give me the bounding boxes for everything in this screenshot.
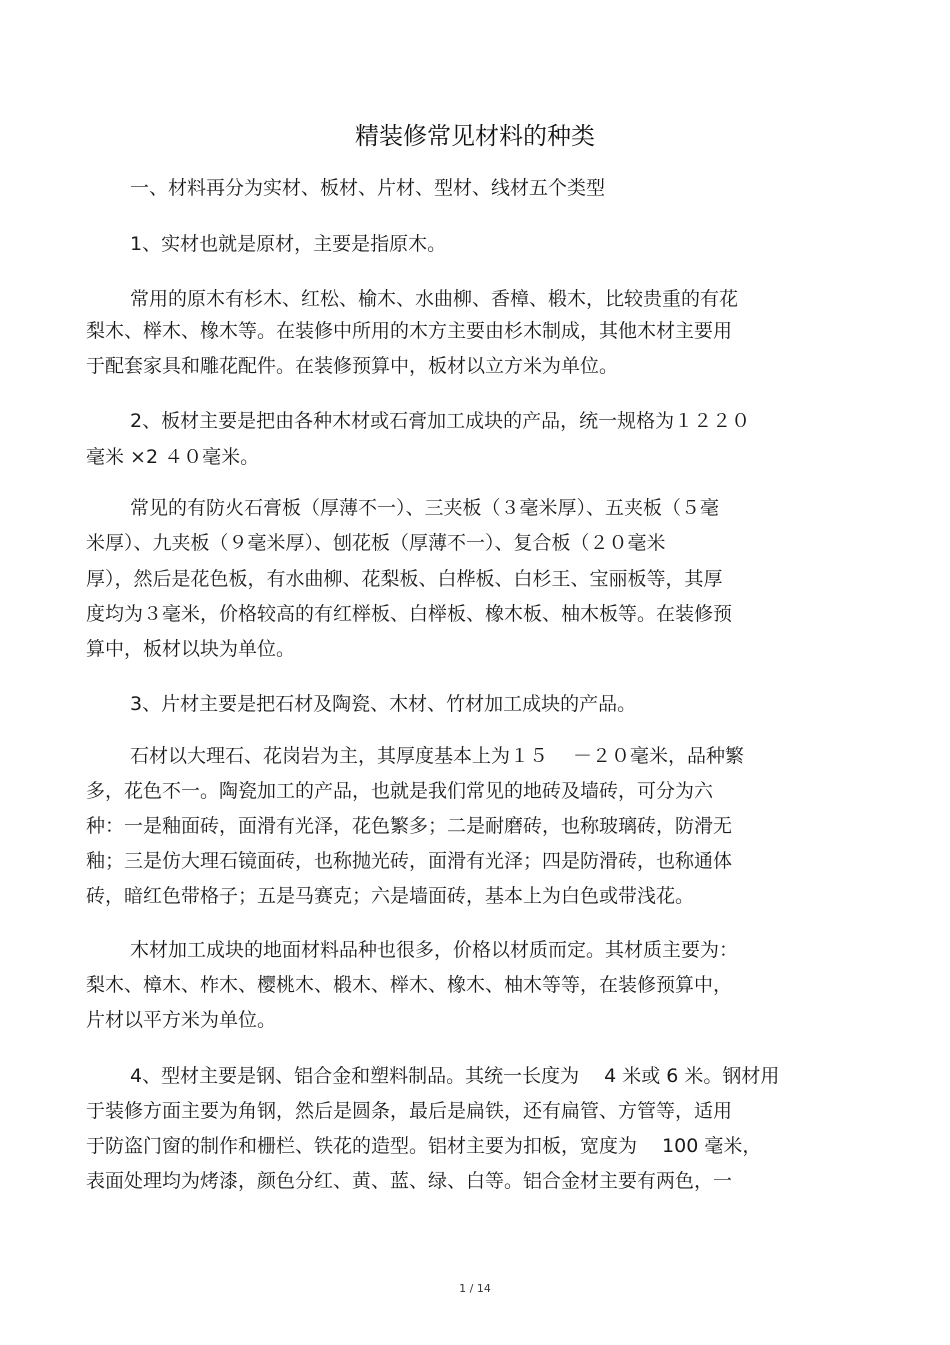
paragraph-line: 多，花色不一。陶瓷加工的产品，也就是我们常见的地砖及墙砖，可分为六 bbox=[86, 780, 714, 802]
paragraph-line: 梨木、榉木、橡木等。在装修中所用的木方主要由杉木制成，其他木材主要用 bbox=[86, 320, 733, 342]
paragraph-line: 梨木、樟木、柞木、樱桃木、椴木、榉木、橡木、柚木等等，在装修预算中， bbox=[86, 974, 733, 996]
paragraph-line: 厚），然后是花色板，有水曲柳、花梨板、白桦板、白杉王、宝丽板等，其厚 bbox=[86, 568, 723, 590]
paragraph-line: 米厚）、九夹板（９毫米厚）、刨花板（厚薄不一）、复合板（２０毫米 bbox=[86, 532, 666, 554]
subsection-heading: 1、实材也就是原材，主要是指原木。 bbox=[130, 233, 447, 255]
page-title: 精装修常见材料的种类 bbox=[355, 122, 595, 150]
subsection-heading: 4、型材主要是钢、铝合金和塑料制品。其统一长度为 4 米或 6 米。钢材用 bbox=[130, 1065, 780, 1087]
paragraph-line: 度均为３毫米，价格较高的有红榉板、白榉板、橡木板、柚木板等。在装修预 bbox=[86, 603, 733, 625]
section-heading: 一、材料再分为实材、板材、片材、型材、线材五个类型 bbox=[130, 177, 606, 199]
paragraph-line: 片材以平方米为单位。 bbox=[86, 1009, 277, 1031]
paragraph-line: 木材加工成块的地面材料品种也很多，价格以材质而定。其材质主要为： bbox=[130, 939, 739, 961]
paragraph-line: 石材以大理石、花岗岩为主，其厚度基本上为１５ －２０毫米，品种繁 bbox=[130, 745, 745, 767]
subsection-heading: 3、片材主要是把石材及陶瓷、木材、竹材加工成块的产品。 bbox=[130, 693, 637, 715]
page-number: 1 / 14 bbox=[459, 1282, 491, 1295]
paragraph-line: 于装修方面主要为角钢，然后是圆条，最后是扁铁，还有扁管、方管等，适用 bbox=[86, 1100, 733, 1122]
subsection-heading: 2、板材主要是把由各种木材或石膏加工成块的产品，统一规格为１２２０ bbox=[130, 410, 751, 432]
paragraph-line: 算中，板材以块为单位。 bbox=[86, 638, 296, 660]
paragraph-line: 毫米 ×2 ４０毫米。 bbox=[86, 446, 260, 468]
paragraph-line: 种：一是釉面砖，面滑有光泽，花色繁多；二是耐磨砖，也称玻璃砖，防滑无 bbox=[86, 815, 733, 837]
paragraph-line: 于配套家具和雕花配件。在装修预算中，板材以立方米为单位。 bbox=[86, 355, 619, 377]
paragraph-line: 釉；三是仿大理石镜面砖，也称抛光砖，面滑有光泽；四是防滑砖，也称通体 bbox=[86, 850, 733, 872]
paragraph-line: 砖，暗红色带格子；五是马赛克；六是墙面砖，基本上为白色或带浅花。 bbox=[86, 885, 695, 907]
paragraph-line: 于防盗门窗的制作和栅栏、铁花的造型。铝材主要为扣板，宽度为 100 毫米， bbox=[86, 1135, 762, 1157]
paragraph-line: 常用的原木有杉木、红松、榆木、水曲柳、香樟、椴木，比较贵重的有花 bbox=[130, 288, 739, 310]
paragraph-line: 常见的有防火石膏板（厚薄不一）、三夹板（３毫米厚）、五夹板（５毫 bbox=[130, 497, 720, 519]
paragraph-line: 表面处理均为烤漆，颜色分红、黄、蓝、绿、白等。铝合金材主要有两色，一 bbox=[86, 1170, 733, 1192]
